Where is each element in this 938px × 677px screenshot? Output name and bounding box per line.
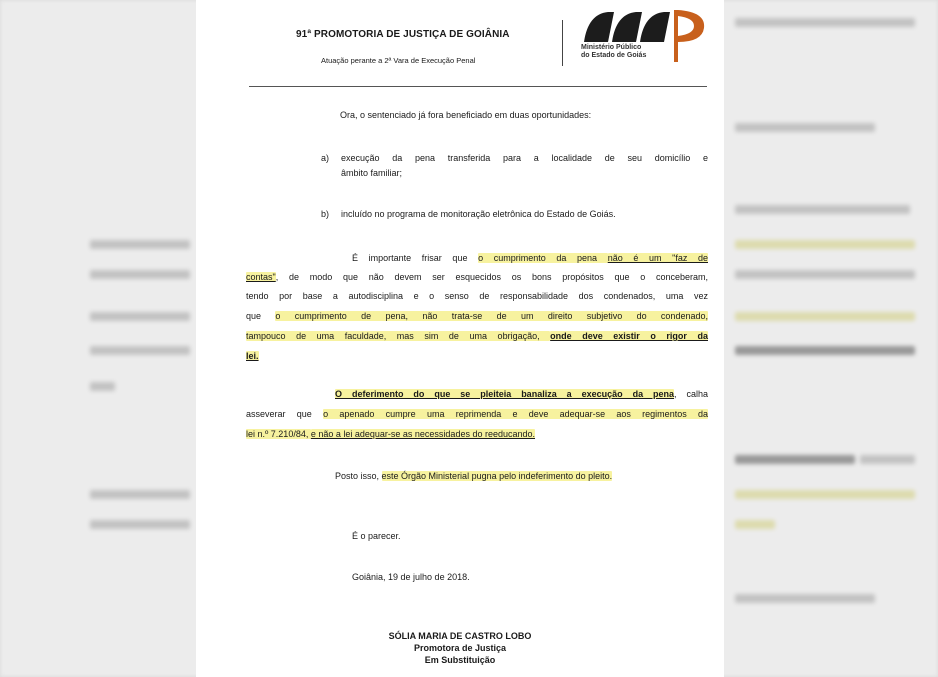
- org-name-line2: do Estado de Goiás: [581, 52, 647, 59]
- paragraph-2-line4: [246, 309, 708, 324]
- p2-line5-bold-underline: onde deve existir o rigor da: [550, 331, 708, 341]
- office-title: 91ª PROMOTORIA DE JUSTIÇA DE GOIÂNIA: [296, 29, 510, 40]
- paragraph-2-line1: [352, 251, 708, 266]
- p2-line1-highlight-underline: não é um "faz de: [607, 253, 708, 263]
- p2-line1-highlight: o cumprimento da pena: [478, 253, 608, 263]
- office-subtitle: Atuação perante a 2ª Vara de Execução Penal: [321, 56, 476, 65]
- p3-line3-highlight-underline: e não a lei adequar-se as necessidades do reeducando.: [310, 429, 536, 439]
- header-rule: [249, 86, 707, 87]
- document-page: [196, 0, 724, 677]
- paragraph-2-line2: [246, 270, 708, 285]
- organization-name: [581, 44, 646, 60]
- signature-name: SÓLIA MARIA DE CASTRO LOBO: [388, 631, 532, 641]
- p2-line2-text: , de modo que não devem ser esquecidos os bons propósitos que o conceberam,: [275, 272, 708, 282]
- paragraph-2-line3: tendo por base a autodisciplina e o senso de responsabilidade dos condenados, uma vez: [246, 291, 708, 301]
- p3-line3-highlight: lei n.º 7.210/84,: [246, 429, 311, 439]
- p2-line1-text: É importante frisar que: [352, 253, 479, 263]
- p2-line4-highlight: o cumprimento de pena, não trata-se de um direito subjetivo do condenado,: [275, 311, 708, 321]
- p3-line1-text: , calha: [674, 389, 708, 399]
- paragraph-4: [335, 469, 612, 484]
- date-line: Goiânia, 19 de julho de 2018.: [352, 572, 470, 582]
- p4-text: Posto isso,: [335, 471, 382, 481]
- paragraph-3-line3: [246, 427, 535, 442]
- signature-role: Promotora de Justiça: [413, 643, 507, 653]
- closing-line: É o parecer.: [352, 531, 401, 541]
- item-a-line1: execução da pena transferida para a localidade de seu domicílio e: [341, 153, 708, 163]
- item-b-marker: b): [321, 209, 330, 219]
- intro-paragraph: Ora, o sentenciado já fora beneficiado em duas oportunidades:: [340, 110, 592, 120]
- p3-line2-text: asseverar que: [246, 409, 324, 419]
- p3-line1-bold-underline: O deferimento do que se pleiteia banaliza a execução da pena: [335, 389, 675, 399]
- item-b-text: incluído no programa de monitoração eletrônica do Estado de Goiás.: [341, 209, 616, 219]
- org-name-line1: Ministério Público: [581, 44, 642, 51]
- item-a-line2: âmbito familiar;: [341, 168, 403, 178]
- signature-status: Em Substituição: [424, 655, 496, 665]
- p2-line4-text: que: [246, 311, 276, 321]
- paragraph-3-line1: [335, 387, 708, 402]
- p4-highlight: este Órgão Ministerial pugna pelo indeferimento do pleito.: [381, 471, 613, 481]
- header-divider: [562, 20, 563, 66]
- paragraph-3-line2: [246, 407, 708, 422]
- item-a-marker: a): [321, 153, 330, 163]
- paragraph-2-line6: [246, 349, 259, 364]
- paragraph-2-line5: [246, 329, 708, 344]
- p3-line2-highlight: o apenado cumpre uma reprimenda e deve adequar-se aos regimentos da: [323, 409, 708, 419]
- p2-line6-bold-underline: lei.: [246, 351, 259, 361]
- p2-line5-highlight: tampouco de uma faculdade, mas sim de uma obrigação,: [246, 331, 551, 341]
- p2-line2-highlight-underline: contas": [246, 272, 276, 282]
